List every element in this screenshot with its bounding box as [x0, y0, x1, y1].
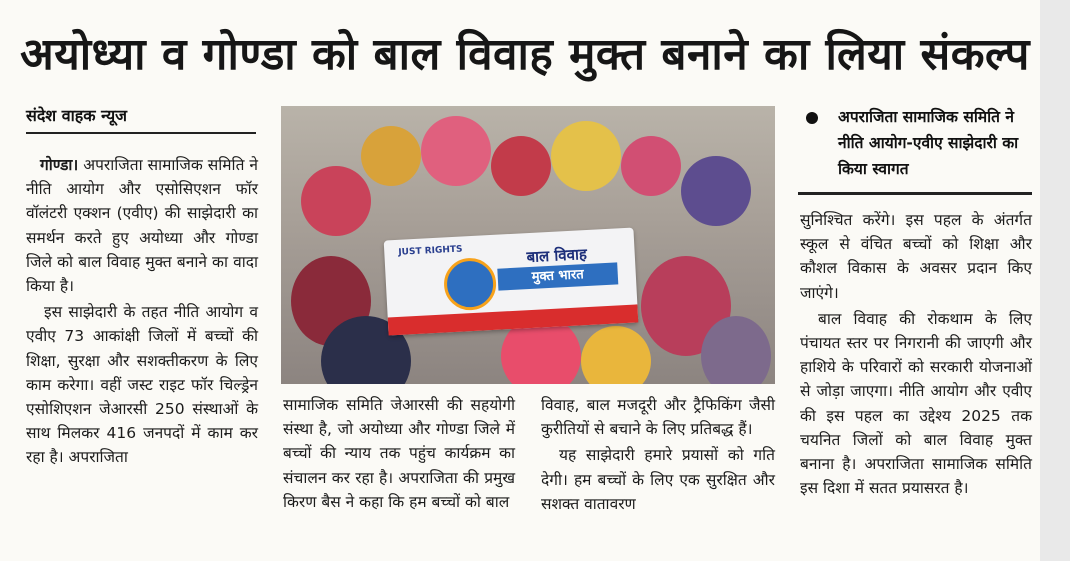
photo-figure [581, 326, 651, 384]
article-column-4 [800, 208, 1032, 502]
headline: अयोध्या व गोण्डा को बाल विवाह मुक्त बनाने का लिया संकल्प [20, 29, 1030, 80]
article-paragraph: यह साझेदारी हमारे प्रयासों को गति देगी। हम बच्चों के लिए एक सुरक्षित और सशक्त वातावरण [541, 446, 775, 513]
photo-figure [421, 116, 491, 186]
photo-figure [301, 166, 371, 236]
article-paragraph: इस साझेदारी के तहत नीति आयोग व एवीए 73 आकांक्षी जिलों में बच्चों की शिक्षा, सुरक्षा और सशक्तीकरण के लिए काम करेगा। वहीं जस्ट राइट फॉर चिल्ड्रेन एसोशिएशन जेआरसी 250 संस्थाओं के साथ मिलकर 416 जनपदों में काम कर रहा है। अपराजिता [26, 303, 258, 467]
article-paragraph: सुनिश्चित करेंगे। इस पहल के अंतर्गत स्कूल से वंचित बच्चों को शिक्षा और कौशल विकास के अवसर प्रदान किए जाएंगे। [800, 211, 1032, 302]
article-column-2 [283, 393, 515, 516]
paragraph-text: अपराजिता सामाजिक समिति ने नीति आयोग और एसोसिएशन फॉर वॉलंटरी एक्शन (एवीए) की साझेदारी का समर्थन करते हुए अयोध्या और गोण्डा जिले को बाल विवाह मुक्त बनाने का वादा किया है। [26, 156, 258, 296]
sidebar-heading-text: अपराजिता सामाजिक समिति ने नीति आयोग-एवीए साझेदारी का किया स्वागत [838, 108, 1019, 178]
campaign-banner [384, 228, 639, 336]
bullet-icon [806, 112, 818, 124]
sidebar-divider [798, 192, 1032, 195]
dateline: गोण्डा। [40, 156, 79, 174]
article-paragraph: बाल विवाह की रोकथाम के लिए पंचायत स्तर पर निगरानी की जाएगी और हाशिये के परिवारों को सरकारी योजनाओं से जोड़ा जाएगा। नीति आयोग और एवीए की इस पहल का उद्देश्य 2025 तक चयनित जिलों को बाल विवाह मुक्त बनाना है। अपराजिता सामाजिक समिति इस दिशा में सतत प्रयासरत है। [800, 309, 1032, 498]
sidebar-heading [798, 104, 1030, 182]
article-paragraph [26, 153, 258, 298]
byline: संदेश वाहक न्यूज [26, 106, 128, 125]
photo-figure [681, 156, 751, 226]
photo-figure [621, 136, 681, 196]
photo-figure [701, 316, 771, 384]
banner-title: बाल विवाह [526, 245, 588, 267]
scan-margin [1040, 0, 1070, 561]
banner-emblem-icon [443, 257, 498, 312]
banner-logo: JUST RIGHTS [398, 244, 463, 258]
news-photo [281, 106, 775, 384]
article-column-3 [541, 393, 775, 518]
article-paragraph: सामाजिक समिति जेआरसी की सहयोगी संस्था है, जो अयोध्या और गोण्डा जिले में बच्चों की न्याय तक पहुंच कार्यक्रम का संचालन कर रहा है। अपराजिता की प्रमुख किरण बैस ने कहा कि हम बच्चों को बाल [283, 396, 515, 511]
article-paragraph: विवाह, बाल मजदूरी और ट्रैफिकिंग जैसी कुरीतियों से बचाने के लिए प्रतिबद्ध हैं। [541, 396, 775, 439]
photo-figure [491, 136, 551, 196]
banner-subtitle: मुक्त भारत [497, 262, 618, 290]
article-column-1 [26, 153, 258, 472]
byline-divider [26, 132, 256, 134]
photo-figure [551, 121, 621, 191]
photo-figure [361, 126, 421, 186]
